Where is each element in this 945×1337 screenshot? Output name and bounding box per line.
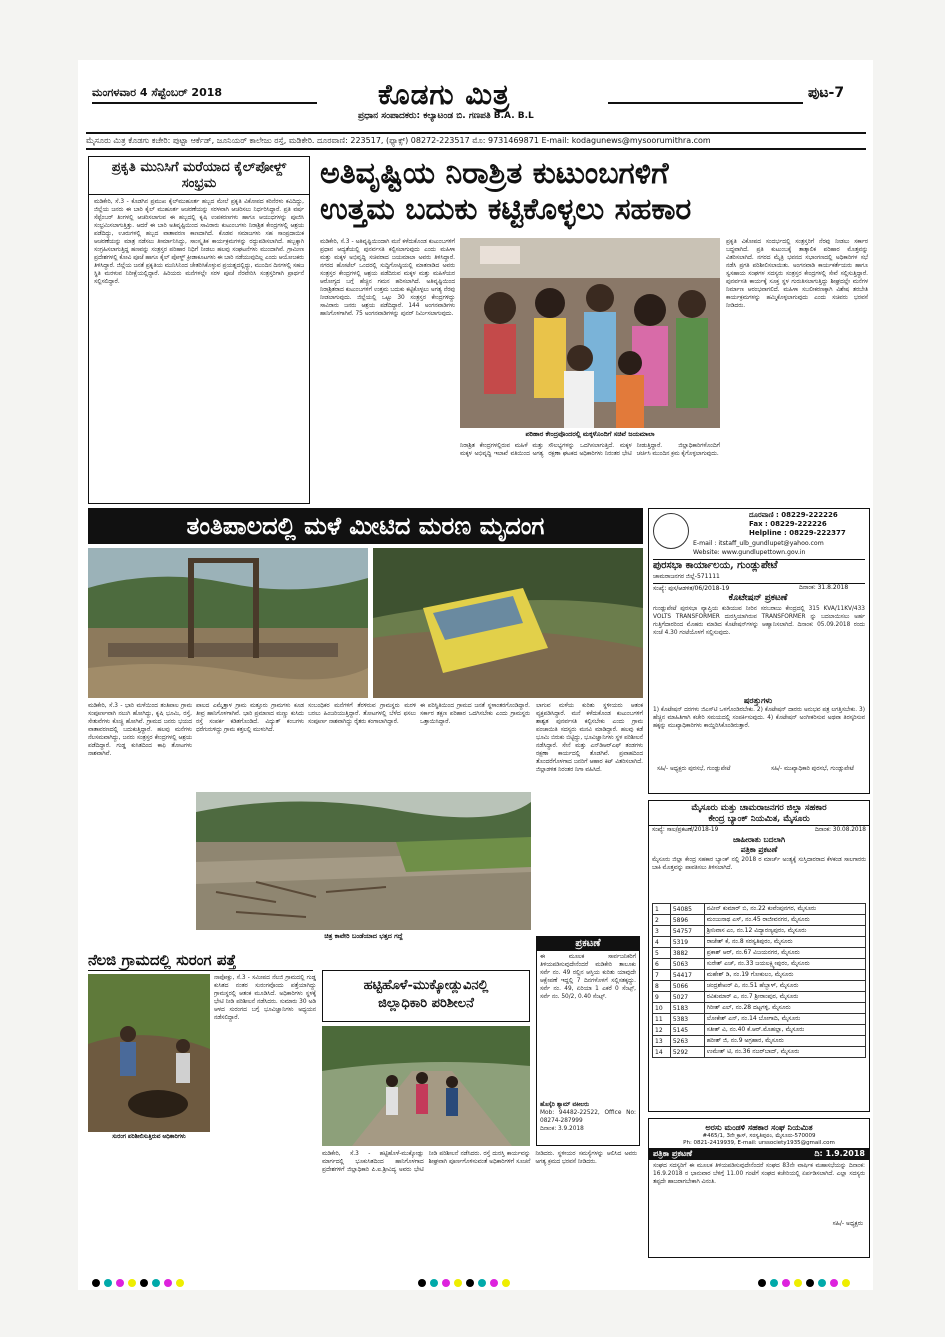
ad-panchayat-conditions-title: ಷರತ್ತುಗಳು (743, 695, 773, 705)
registration-dot (842, 1279, 850, 1287)
table-cell-no: 4 (653, 937, 671, 948)
registration-dot (818, 1279, 826, 1287)
table-cell-no: 14 (653, 1047, 671, 1058)
rain-body-col2: ಪಾಲದ ಎಮ್ಮೆತ್ತಾಳ ಗ್ರಾಮ ಮತ್ತೂರು ಗ್ರಾಮಗಳು ಕೂಡ ತೀವ್ರ ಹಾನಿಗೊಳಗಾಗಿವೆ. ಭಾರಿ ಪ್ರಮಾಣದ ಮಣ್ಣು ಕುಸಿದು ರಸ್ತೆ ಸಂಪರ್ಕ ಕಡಿತಗೊಂಡಿದೆ. ವಿದ್ಯುತ್ ಕಂಬಗಳು ಧರೆಗುರುಳಿದ್ದು ಗ್ರಾಮ ಕತ್ತಲಲ್ಲಿ ಮುಳುಗಿದೆ. (196, 703, 304, 733)
table-cell-name: ನವೀನ್ ಕುಮಾರ್ ಬಿ, ನಂ.22 ಕುವೆಂಪುನಗರ, ಮೈಸೂರು (704, 904, 865, 915)
registration-dot (116, 1279, 124, 1287)
ad-panchayat-helpline: Helpline : 08229-222377 (749, 529, 846, 537)
table-cell-no: 2 (653, 915, 671, 926)
ad-panchayat-email: E-mail : itstaff_ulb_gundlupet@yahoo.com (693, 540, 824, 547)
color-registration-center (418, 1272, 514, 1291)
ad-society-body: ಸಂಘದ ಸದಸ್ಯರಿಗೆ ಈ ಮೂಲಕ ತಿಳಿಯಪಡಿಸುವುದೇನೆಂದರೆ ಸಂಘದ 83ನೇ ವಾರ್ಷಿಕ ಮಹಾಸಭೆಯನ್ನು ದಿನಾಂಕ: 16.9.2018 ರ ಭಾನುವಾರ ಬೆಳಿಗ್ಗೆ 11.00 ಗಂಟೆಗೆ ಸಂಘದ ಕಚೇರಿಯಲ್ಲಿ ಏರ್ಪಡಿಸಲಾಗಿದೆ. ಎಲ್ಲಾ ಸದಸ್ಯರು ತಪ್ಪದೇ ಹಾಜರಾಗಬೇಕಾಗಿ ವಿನಂತಿ. (653, 1163, 865, 1185)
table-cell-acc: 5292 (670, 1047, 704, 1058)
tunnel-photo-caption: ಸುರಂಗ ಪರಿಶೀಲಿಸುತ್ತಿರುವ ಅಧಿಕಾರಿಗಳು (112, 1134, 186, 1140)
registration-dot (782, 1279, 790, 1287)
table-cell-acc: 5063 (670, 959, 704, 970)
ad-bank-title-line1: ಮೈಸೂರು ಮತ್ತು ಚಾಮರಾಜನಗರ ಜಿಲ್ಲಾ ಸಹಕಾರ (691, 803, 827, 813)
lead-headline (320, 156, 870, 228)
registration-dot (758, 1279, 766, 1287)
registration-dot (806, 1279, 814, 1287)
table-cell-no: 3 (653, 926, 671, 937)
ad-panchayat-date: ದಿನಾಂಕ: 31.8.2018 (799, 584, 849, 591)
color-registration-left (92, 1272, 188, 1291)
story-left-body: ಮಡಿಕೇರಿ, ಸೆ.3 - ಕೊಡಗಿನ ಪ್ರಮುಖ ಕೈಲ್‌ಮುಹೂರ್ತ ಹಬ್ಬದ ಮೇಲೆ ಪ್ರಕೃತಿ ವಿಕೋಪದ ಕರಿನೆರಳು ಕವಿದಿದ್ದು, ಜಿಲ್ಲೆಯ ಜನರು ಈ ಬಾರಿ ಕೈಲ್ ಮುಹೂರ್ತ ಆಚರಣೆಯನ್ನು ಸರಳವಾಗಿ ಆಚರಿಸಲು ನಿರ್ಧರಿಸಿದ್ದಾರೆ. ಪ್ರತಿ ವರ್ಷ ಸೆಪ್ಟೆಂಬರ್ ತಿಂಗಳಲ್ಲಿ ಆಚರಿಸಲಾಗುವ ಈ ಹಬ್ಬದಲ್ಲಿ ಕೃಷಿ ಉಪಕರಣಗಳು ಹಾಗೂ ಆಯುಧಗಳನ್ನು ಪೂಜಿಸಿ ಸಂಭ್ರಮಿಸಲಾಗುತ್ತಿತ್ತು. ಆದರೆ ಈ ಬಾರಿ ಅತಿವೃಷ್ಟಿಯಿಂದ ಸಾವಿರಾರು ಕುಟುಂಬಗಳು ನಿರಾಶ್ರಿತ ಕೇಂದ್ರಗಳಲ್ಲಿ ಆಶ್ರಯ ಪಡೆದಿದ್ದು, ಊರುಗಳಲ್ಲಿ ಹಬ್ಬದ ವಾತಾವರಣ ಕಾಣದಾಗಿದೆ. ಕೊಡವ ಸಮಾಜಗಳು ಸಹ ಸಾಂಪ್ರದಾಯಿಕ ಆಚರಣೆಯನ್ನು ಮಾತ್ರ ನಡೆಸಲು ತೀರ್ಮಾನಿಸಿದ್ದು, ಸಾಂಸ್ಕೃತಿಕ ಕಾರ್ಯಕ್ರಮಗಳನ್ನು ರದ್ದುಪಡಿಸಲಾಗಿದೆ. ಹಬ್ಬಕ್ಕಾಗಿ ಸಂಗ್ರಹಿಸಲಾಗುತ್ತಿದ್ದ ಹಣವನ್ನು ಸಂತ್ರಸ್ತರ ಪರಿಹಾರ ನಿಧಿಗೆ ನೀಡಲು ಹಲವು ಸಂಘಟನೆಗಳು ಮುಂದಾಗಿವೆ. ಗ್ರಾಮೀಣ ಪ್ರದೇಶಗಳಲ್ಲಿ ಕೋವಿ ಪೂಜೆ ಹಾಗೂ ಕೈಲ್ ಪೋಳ್ದ್ ಕ್ರೀಡಾಕೂಟಗಳು ಈ ಬಾರಿ ನಡೆಯುವುದಿಲ್ಲ ಎಂದು ಆಯೋಜಕರು ತಿಳಿಸಿದ್ದಾರೆ. ಜಿಲ್ಲೆಯ ಜನತೆ ಪ್ರಕೃತಿಯ ಮುನಿಸಿನಿಂದ ಚೇತರಿಸಿಕೊಳ್ಳುವ ಪ್ರಯತ್ನದಲ್ಲಿದ್ದು, ಮುಂದಿನ ದಿನಗಳಲ್ಲಿ ಸಹಜ ಸ್ಥಿತಿ ಮರಳುವ ನಿರೀಕ್ಷೆಯಲ್ಲಿದ್ದಾರೆ. ಹಿರಿಯರು ಮನೆಗಳಲ್ಲೇ ಸರಳ ಪೂಜೆ ನೆರವೇರಿಸಿ ಸಂತ್ರಸ್ತರಿಗಾಗಿ ಪ್ರಾರ್ಥನೆ ಸಲ್ಲಿಸಲಿದ್ದಾರೆ. (94, 199, 304, 285)
table-cell-no: 10 (653, 1003, 671, 1014)
lead-headline-line1: ಅತಿವೃಷ್ಟಿಯ ನಿರಾಶ್ರಿತ ಕುಟುಂಬಗಳಿಗೆ (320, 156, 669, 191)
ad-panchayat-sign-left: ಸಹಿ/- ಅಧ್ಯಕ್ಷರು ಪುರಸಭೆ, ಗುಂಡ್ಲುಪೇಟೆ (657, 766, 731, 772)
rain-body-col5: ಲಾಗುವ ಮಳೆಯ ಕುರಿತು ಸ್ಥಳೀಯರು ಆತಂಕ ವ್ಯಕ್ತಪಡಿಸಿದ್ದಾರೆ. ಮನೆ ಕಳೆದುಕೊಂಡ ಕುಟುಂಬಗಳಿಗೆ ಶಾಶ್ವತ ಪುನರ್ವಸತಿ ಕಲ್ಪಿಸಬೇಕು ಎಂದು ಗ್ರಾಮ ಪಂಚಾಯಿತಿ ಸದಸ್ಯರು ಮನವಿ ಮಾಡಿದ್ದಾರೆ. ಹಲವು ಕಡೆ ಭೂಮಿ ಬಿರುಕು ಬಿಟ್ಟಿದ್ದು, ಭೂವಿಜ್ಞಾನಿಗಳು ಸ್ಥಳ ಪರಿಶೀಲನೆ ನಡೆಸಿದ್ದಾರೆ. ಸೇನೆ ಮತ್ತು ಎನ್‌ಡಿಆರ್‌ಎಫ್ ತಂಡಗಳು ರಕ್ಷಣಾ ಕಾರ್ಯದಲ್ಲಿ ತೊಡಗಿವೆ. ಪ್ರವಾಹದಿಂದ ತೊಂದರೆಗೊಳಗಾದ ಜನರಿಗೆ ಆಹಾರ ಕಿಟ್ ವಿತರಿಸಲಾಗಿದೆ. ಜಿಲ್ಲಾಡಳಿತ ನಿರಂತರ ನಿಗಾ ವಹಿಸಿದೆ. (536, 703, 643, 773)
table-row (653, 1014, 866, 1025)
ad-society-notice-title: ಪತ್ರಿಕಾ ಪ್ರಕಟಣೆ (653, 1149, 693, 1158)
ad-bank-ref: ಸಂಖ್ಯೆ: ಸಾಲ/ಪ್ರಕಟಣೆ/2018-19 (652, 827, 719, 833)
registration-dot (418, 1279, 426, 1287)
table-row (653, 1025, 866, 1036)
table-cell-acc: 5066 (670, 981, 704, 992)
table-row (653, 970, 866, 981)
table-cell-acc: 5263 (670, 1036, 704, 1047)
table-row (653, 981, 866, 992)
table-cell-name: ಮಹೇಶ್ ಡಿ, ನಂ.19 ಗೋಕುಲಂ, ಮೈಸೂರು (704, 970, 865, 981)
ad-bank-date: ದಿನಾಂಕ: 30.08.2018 (814, 827, 866, 833)
ad-panchayat-fax: Fax : 08229-222226 (749, 520, 827, 528)
rain-photo-car (373, 548, 643, 698)
tunnel-inspection-photo (88, 974, 210, 1132)
dc-photo (322, 1026, 530, 1146)
ad-bank-body: ಮೈಸೂರು ಜಿಲ್ಲಾ ಕೇಂದ್ರ ಸಹಕಾರ ಬ್ಯಾಂಕ್ ನಲ್ಲಿ 2018 ರ ಮಾರ್ಚ್ ಅಂತ್ಯಕ್ಕೆ ಸುಸ್ತಿದಾರರಾದ ಕೆಳಕಂಡ ಸಾಲಗಾರರು ಬಾಕಿ ಮೊತ್ತವನ್ನು ಪಾವತಿಸಲು ತಿಳಿಸಲಾಗಿದೆ. (652, 857, 866, 871)
table-cell-name: ಚಂದ್ರಶೇಖರ್ ಪಿ, ನಂ.51 ಹೆಬ್ಬಾಳ್, ಮೈಸೂರು (704, 981, 865, 992)
table-cell-acc: 5896 (670, 915, 704, 926)
table-cell-acc: 5319 (670, 937, 704, 948)
table-cell-acc: 54085 (670, 904, 704, 915)
registration-dot (128, 1279, 136, 1287)
table-row (653, 1036, 866, 1047)
table-row (653, 926, 866, 937)
lead-photo-caption: ಪರಿಹಾರ ಕೇಂದ್ರವೊಂದರಲ್ಲಿ ಮಕ್ಕಳೊಂದಿಗೆ ಸಚಿವೆ ಜಯಮಾಲಾ (525, 430, 655, 438)
table-row (653, 915, 866, 926)
page-number: ಪುಟ-7 (808, 85, 845, 101)
table-cell-acc: 54417 (670, 970, 704, 981)
ad-panchayat-phone: ದೂರವಾಣಿ : 08229-222226 (749, 511, 838, 519)
registration-dot (442, 1279, 450, 1287)
color-registration-right (758, 1272, 854, 1291)
rain-photo-bridge (88, 548, 368, 698)
rain-photo-field (196, 792, 531, 930)
table-cell-name: ರಾಜೇಶ್ ಕೆ, ನಂ.8 ಸರಸ್ವತಿಪುರಂ, ಮೈಸೂರು (704, 937, 865, 948)
ad-panchayat-notice-title: ಕೊಟೇಷನ್ ಪ್ರಕಟಣೆ (728, 593, 788, 603)
table-row (653, 1003, 866, 1014)
ad-society-date: ದಿ: 1.9.2018 (814, 1149, 865, 1158)
table-cell-name: ಪ್ರಕಾಶ್ ಆರ್, ನಂ.67 ವಿಜಯನಗರ, ಮೈಸೂರು (704, 948, 865, 959)
ad-panchayat-office: ಪುರಸಭಾ ಕಾರ್ಯಾಲಯ, ಗುಂಡ್ಲುಪೇಟೆ (653, 559, 865, 571)
table-row (653, 937, 866, 948)
ad-prakatane (536, 936, 640, 1146)
tunnel-headline: ನೆಲಜಿ ಗ್ರಾಮದಲ್ಲಿ ಸುರಂಗ ಪತ್ತೆ (88, 950, 313, 971)
table-cell-name: ಹರೀಶ್ ಜಿ, ನಂ.9 ಅಗ್ರಹಾರ, ಮೈಸೂರು (704, 1036, 865, 1047)
chief-editor: ಪ್ರಧಾನ ಸಂಪಾದಕರು: ಕಲ್ಯಾಟಂಡ ಬಿ. ಗಣಪತಿ B.A. B.L (358, 111, 534, 121)
masthead-rule-left (92, 102, 317, 104)
ruined-paddy-field-photo (196, 792, 531, 930)
ad-bank-subtitle: ಜಾಹೀರಾತು ಬದಲಾಗಿ (732, 835, 786, 844)
table-row (653, 1047, 866, 1058)
registration-dot (502, 1279, 510, 1287)
table-cell-no: 1 (653, 904, 671, 915)
table-cell-acc: 5145 (670, 1025, 704, 1036)
ad-panchayat (648, 508, 870, 794)
table-cell-no: 13 (653, 1036, 671, 1047)
table-cell-no: 9 (653, 992, 671, 1003)
table-row (653, 948, 866, 959)
table-cell-acc: 5183 (670, 1003, 704, 1014)
ad-panchayat-ref: ಸಂಖ್ಯೆ: ಪುಸ/ಆಡಳಿತ/06/2018-19 (653, 583, 865, 593)
lead-body-under-photo: ನಿರಾಶ್ರಿತ ಕೇಂದ್ರಗಳಲ್ಲಿರುವ ಮಹಿಳೆ ಮತ್ತು ಮಕ್ಕಳ ಅಭಿವೃದ್ಧಿ ಇಲಾಖೆ ವತಿಯಿಂದ ಅಗತ್ಯ ಸೌಲಭ್ಯಗಳನ್ನು ಒದಗಿಸಲಾಗುತ್ತಿದೆ. ಮಕ್ಕಳ ರಕ್ಷಣಾ ಘಟಕದ ಅಧಿಕಾರಿಗಳು ನಿರಂತರ ಭೇಟಿ ನೀಡುತ್ತಿದ್ದಾರೆ. ಜಿಲ್ಲಾಧಿಕಾರಿಗಳೊಂದಿಗೆ ಚರ್ಚಿಸಿ ಮುಂದಿನ ಕ್ರಮ ಕೈಗೊಳ್ಳಲಾಗುವುದು. (460, 443, 720, 457)
table-row (653, 904, 866, 915)
registration-dot (454, 1279, 462, 1287)
table-cell-no: 12 (653, 1025, 671, 1036)
ad-prakatane-signature: ಹೊಸ್ಕೆರಿ ಶ್ಯಾಮ್ ವಕೀಲರು (540, 1102, 590, 1108)
table-cell-acc: 54757 (670, 926, 704, 937)
tunnel-body: ನಾಪೋಕ್ಲು, ಸೆ.3 - ಸಮೀಪದ ನೆಲಜಿ ಗ್ರಾಮದಲ್ಲಿ ಗುಡ್ಡ ಕುಸಿತದ ನಂತರ ಸುರಂಗವೊಂದು ಪತ್ತೆಯಾಗಿದ್ದು ಗ್ರಾಮಸ್ಥರಲ್ಲಿ ಆತಂಕ ಮೂಡಿಸಿದೆ. ಅಧಿಕಾರಿಗಳು ಸ್ಥಳಕ್ಕೆ ಭೇಟಿ ನೀಡಿ ಪರಿಶೀಲನೆ ನಡೆಸಿದರು. ಸುಮಾರು 30 ಅಡಿ ಆಳದ ಸುರಂಗದ ಬಗ್ಗೆ ಭೂವಿಜ್ಞಾನಿಗಳು ಅಧ್ಯಯನ ನಡೆಸಲಿದ್ದಾರೆ. (214, 975, 316, 1021)
registration-dot (770, 1279, 778, 1287)
emblem-icon (653, 513, 689, 549)
rain-story-headline: ತಂತಿಪಾಲದಲ್ಲಿ ಮಳೆ ಮೀಟಿದ ಮರಣ ಮೃದಂಗ (88, 508, 643, 544)
collector-visit-photo (322, 1026, 530, 1146)
ad-panchayat-district: ಚಾಮರಾಜನಗರ ಜಿಲ್ಲೆ-571111 (653, 573, 720, 580)
lead-body-col4: ಪ್ರಕೃತಿ ವಿಕೋಪದ ಸಂದರ್ಭದಲ್ಲಿ ಸಂತ್ರಸ್ತರಿಗೆ ನೆರವು ನೀಡಲು ಸರ್ಕಾರ ಬದ್ಧವಾಗಿದೆ. ಪ್ರತಿ ಕುಟುಂಬಕ್ಕೆ ತಾತ್ಕಾಲಿಕ ಪರಿಹಾರ ಮೊತ್ತವನ್ನು ವಿತರಿಸಲಾಗಿದೆ. ನಗರದ ಮೈತ್ರಿ ಭವನದ ಸಭಾಂಗಣದಲ್ಲಿ ಅಧಿಕಾರಿಗಳ ಸಭೆ ನಡೆಸಿ ಪ್ರಗತಿ ಪರಿಶೀಲಿಸಲಾಯಿತು. ಅಂಗನವಾಡಿ ಕಾರ್ಯಕರ್ತೆಯರು ಹಾಗೂ ಸ್ವಸಹಾಯ ಸಂಘಗಳ ಸದಸ್ಯರು ಸಂತ್ರಸ್ತರ ಕೇಂದ್ರಗಳಲ್ಲಿ ಸೇವೆ ಸಲ್ಲಿಸುತ್ತಿದ್ದಾರೆ. ಪುನರ್ವಸತಿ ಕಾರ್ಯಕ್ಕೆ ಸೂಕ್ತ ಸ್ಥಳ ಗುರುತಿಸಲಾಗುತ್ತಿದ್ದು ಶೀಘ್ರದಲ್ಲೇ ಮನೆಗಳ ನಿರ್ಮಾಣ ಆರಂಭವಾಗಲಿದೆ. ಮಹಿಳಾ ಸಬಲೀಕರಣಕ್ಕಾಗಿ ವಿಶೇಷ ತರಬೇತಿ ಕಾರ್ಯಕ್ರಮಗಳನ್ನು ಹಮ್ಮಿಕೊಳ್ಳಲಾಗುವುದು ಎಂದು ಸಚಿವರು ಭರವಸೆ ನೀಡಿದರು. (726, 239, 868, 309)
table-cell-no: 7 (653, 970, 671, 981)
newspaper-logo: ಕೊಡಗು ಮಿತ್ರ (378, 78, 511, 111)
ad-bank (648, 800, 870, 1112)
table-cell-name: ಮಂಜುನಾಥ ಎಸ್, ನಂ.45 ರಾಜೀವನಗರ, ಮೈಸೂರು (704, 915, 865, 926)
ad-bank-title-line2: ಕೇಂದ್ರ ಬ್ಯಾಂಕ್ ನಿಯಮಿತ, ಮೈಸೂರು (649, 814, 869, 826)
table-cell-no: 8 (653, 981, 671, 992)
rain-body-col4: ಈ ಪರಿಸ್ಥಿತಿಯಿಂದ ಗ್ರಾಮದ ಜನತೆ ಸ್ಥಳಾಂತರಗೊಂಡಿದ್ದಾರೆ. ಸರ್ಕಾರ ತಕ್ಷಣ ಪರಿಹಾರ ಒದಗಿಸಬೇಕು ಎಂದು ಗ್ರಾಮಸ್ಥರು ಒತ್ತಾಯಿಸಿದ್ದಾರೆ. (420, 703, 530, 725)
table-cell-name: ರವಿಕುಮಾರ್ ಎ, ನಂ.7 ಶ್ರೀರಾಂಪುರ, ಮೈಸೂರು (704, 992, 865, 1003)
car-in-mud-photo (373, 548, 643, 698)
registration-dot (152, 1279, 160, 1287)
registration-dot (164, 1279, 172, 1287)
ad-prakatane-title: ಪ್ರಕಟಣೆ (537, 937, 639, 951)
registration-dot (466, 1279, 474, 1287)
dc-headline-line2: ಜಿಲ್ಲಾಧಿಕಾರಿ ಪರಿಶೀಲನೆ (378, 996, 474, 1011)
dc-headline-line1: ಹಟ್ಟಿಹೊಳೆ-ಮುಕ್ಕೋಡ್ಲುವಿನಲ್ಲಿ (363, 978, 489, 993)
rain-photo-caption: ಚಿತ್ರ ಕಾವೇರಿ ಬಂಡೆಯಾದ ಭತ್ತದ ಗದ್ದೆ (324, 932, 403, 940)
registration-dot (92, 1279, 100, 1287)
lead-photo (460, 238, 720, 428)
tunnel-photo (88, 974, 210, 1132)
registration-dot (104, 1279, 112, 1287)
ad-society (648, 1118, 870, 1258)
dc-body: ಮಡಿಕೇರಿ, ಸೆ.3 - ಹಟ್ಟಿಹೊಳೆ-ಮುಕ್ಕೋಡ್ಲು ಮಾರ್ಗದಲ್ಲಿ ಭೂಕುಸಿತದಿಂದ ಹಾನಿಗೊಳಗಾದ ಪ್ರದೇಶಗಳಿಗೆ ಜಿಲ್ಲಾಧಿಕಾರಿ ಪಿ.ಐ.ಶ್ರೀವಿದ್ಯ ಅವರು ಭೇಟಿ ನೀಡಿ ಪರಿಶೀಲನೆ ನಡೆಸಿದರು. ರಸ್ತೆ ದುರಸ್ತಿ ಕಾರ್ಯವನ್ನು ಶೀಘ್ರವಾಗಿ ಪೂರ್ಣಗೊಳಿಸುವಂತೆ ಅಧಿಕಾರಿಗಳಿಗೆ ಸೂಚನೆ ನೀಡಿದರು. ಸ್ಥಳೀಯರ ಸಮಸ್ಯೆಗಳನ್ನು ಆಲಿಸಿದ ಅವರು ಅಗತ್ಯ ಕ್ರಮದ ಭರವಸೆ ನೀಡಿದರು. (322, 1151, 637, 1173)
table-cell-no: 11 (653, 1014, 671, 1025)
ad-bank-table (652, 903, 866, 1058)
rain-body-col1: ಮಡಿಕೇರಿ, ಸೆ.3 - ಭಾರಿ ಮಳೆಯಿಂದ ತಂತಿಪಾಲ ಗ್ರಾಮ ಸಂಪೂರ್ಣವಾಗಿ ನಲುಗಿ ಹೋಗಿದ್ದು, ಕೃಷಿ ಭೂಮಿ, ರಸ್ತೆ, ಸೇತುವೆಗಳು ಕೊಚ್ಚಿ ಹೋಗಿವೆ. ಗ್ರಾಮದ ಜನರು ಭಯದ ವಾತಾವರಣದಲ್ಲಿ ಬದುಕುತ್ತಿದ್ದಾರೆ. ಹಲವು ಮನೆಗಳು ನೆಲಸಮವಾಗಿದ್ದು, ಜನರು ಸಂತ್ರಸ್ತರ ಕೇಂದ್ರಗಳಲ್ಲಿ ಆಶ್ರಯ ಪಡೆದಿದ್ದಾರೆ. ಗುಡ್ಡ ಕುಸಿತದಿಂದ ಕಾಫಿ ತೋಟಗಳು ನಾಶವಾಗಿವೆ. (88, 703, 192, 757)
registration-dot (830, 1279, 838, 1287)
table-cell-no: 5 (653, 948, 671, 959)
story-left-headline: ಪ್ರಕೃತಿ ಮುನಿಸಿಗೆ ಮರೆಯಾದ ಕೈಲ್‌ಪೋಳ್ದ್ ಸಂಭ್ರಮ (89, 157, 309, 195)
table-cell-acc: 5027 (670, 992, 704, 1003)
masthead-rule-right (608, 102, 803, 104)
dc-headline-box (322, 970, 530, 1022)
table-cell-name: ಗಿರೀಶ್ ಎಲ್, ನಂ.28 ದಟ್ಟಗಳ್ಳಿ, ಮೈಸೂರು (704, 1003, 865, 1014)
ad-society-address: #465/1, 3ನೇ ಕ್ರಾಸ್, ಸರಸ್ವತಿಪುರಂ, ಮೈಸೂರು-570009 (702, 1133, 816, 1139)
table-cell-name: ಸುರೇಶ್ ಎಚ್, ನಂ.33 ಜಯಲಕ್ಷ್ಮೀಪುರಂ, ಮೈಸೂರು (704, 959, 865, 970)
table-cell-name: ಶ್ರೀನಿವಾಸ ಎಂ, ನಂ.12 ವಿದ್ಯಾರಣ್ಯಪುರಂ, ಮೈಸೂರು (704, 926, 865, 937)
registration-dot (794, 1279, 802, 1287)
table-row (653, 992, 866, 1003)
ad-society-title: ಅರಸು ಮಂಡಳಿ ಸಹಕಾರ ಸಂಘ ನಿಯಮಿತ (705, 1122, 813, 1132)
registration-dot (430, 1279, 438, 1287)
registration-dot (490, 1279, 498, 1287)
table-row (653, 959, 866, 970)
ad-prakatane-body: ಈ ಮೂಲಕ ಸಾರ್ವಜನಿಕರಿಗೆ ತಿಳಿಯಪಡಿಸುವುದೇನೆಂದರೆ ಮಡಿಕೇರಿ ತಾಲೂಕು ಸರ್ವೆ ನಂ. 49 ರಲ್ಲಿನ ಆಸ್ತಿಯ ಕುರಿತು ಯಾವುದೇ ಆಕ್ಷೇಪಣೆ ಇದ್ದಲ್ಲಿ 7 ದಿನಗಳೊಳಗೆ ಸಲ್ಲಿಸತಕ್ಕದ್ದು. ಸರ್ವೆ ನಂ. 49, ಏರಿಯಾ 1 ಎಕರೆ 0 ಸೆಂಟ್ಸ್, ಸರ್ವೆ ನಂ. 50/2, 0.40 ಸೆಂಟ್ಸ್. (540, 954, 636, 1000)
ad-society-phone: Ph: 0821-2419939, E-mail: urssociety1935@gmail.com (683, 1140, 835, 1146)
ad-bank-notice-title: ಪತ್ರಿಕಾ ಪ್ರಕಟಣೆ (740, 845, 778, 854)
table-cell-name: ಲೋಕೇಶ್ ಎನ್, ನಂ.14 ಬೋಗಾದಿ, ಮೈಸೂರು (704, 1014, 865, 1025)
contact-bar: ಮೈಸೂರು ಮಿತ್ರ ಕೊಡಗು ಕಚೇರಿ: ಪುಟ್ಟಾ ಆರ್ಕೆಡ್, ಜೂನಿಯರ್ ಕಾಲೇಜು ರಸ್ತೆ, ಮಡಿಕೇರಿ. ದೂರವಾಣಿ: 223517, (ಫ್ಯಾಕ್ಸ್) 08272-223517 ಮೊ: 9731469871 E-mail: kodagunews@mysoorumithra.com (86, 132, 866, 150)
table-cell-name: ಉಮೇಶ್ ಟಿ, ನಂ.36 ನಜರ್‌ಬಾದ್, ಮೈಸೂರು (704, 1047, 865, 1058)
table-cell-acc: 5383 (670, 1014, 704, 1025)
ad-prakatane-date: ದಿನಾಂಕ: 3.9.2018 (540, 1126, 584, 1132)
lead-headline-line2: ಉತ್ತಮ ಬದುಕು ಕಟ್ಟಿಕೊಳ್ಳಲು ಸಹಕಾರ (320, 192, 692, 227)
ad-panchayat-sign-right: ಸಹಿ/- ಮುಖ್ಯಾಧಿಕಾರಿ ಪುರಸಭೆ, ಗುಂಡ್ಲುಪೇಟೆ (771, 766, 854, 772)
registration-dot (140, 1279, 148, 1287)
rain-body-col3: ಸಂಬಂಧಿಕರ ಮನೆಗಳಿಗೆ ತೆರಳಿರುವ ಗ್ರಾಮಸ್ಥರು ಮರಳಿ ಬರಲು ಹಿಂಜರಿಯುತ್ತಿದ್ದಾರೆ. ತೋಟಗಳಲ್ಲಿ ಬೆಳೆದ ಫಸಲು ಸಂಪೂರ್ಣ ನಾಶವಾಗಿದ್ದು ರೈತರು ಕಂಗಾಲಾಗಿದ್ದಾರೆ. (308, 703, 416, 725)
ad-panchayat-website: Website: www.gundlupettown.gov.in (693, 549, 806, 556)
ad-prakatane-mobile: Mob: 94482-22522, Office No: 08274-287999 (540, 1110, 636, 1124)
ad-panchayat-notice-body: ಗುಂಡ್ಲುಪೇಟೆ ಪುರಸಭಾ ವ್ಯಾಪ್ತಿಯ ಕುಡಿಯುವ ನೀರಿನ ಸರಬರಾಜು ಕೇಂದ್ರದಲ್ಲಿ 315 KVA/11KV/433 VOLTS TRANSFORMER ದುರಸ್ತಿಯಾಗಿರುವ TRANSFORMER ನ್ನು ಬದಲಾಯಿಸಲು ಅರ್ಹ ಗುತ್ತಿಗೆದಾರರಿಂದ ಮೊಹರು ಮಾಡಿದ ಕೊಟೇಷನ್‌ಗಳನ್ನು ಆಹ್ವಾನಿಸಲಾಗಿದೆ. ದಿನಾಂಕ: 05.09.2018 ರಂದು ಸಂಜೆ 4.30 ಗಂಟೆಯೊಳಗೆ ಸಲ್ಲಿಸುವುದು. (653, 606, 865, 636)
table-cell-no: 6 (653, 959, 671, 970)
children-relief-camp-photo (460, 238, 720, 428)
ad-panchayat-conditions: 1) ಕೊಟೇಷನ್ ದರಗಳು ಜಿಎಸ್‌ಟಿ ಒಳಗೊಂಡಿರಬೇಕು. 2) ಕೊಟೇಷನ್ ದಾರರು ಅನುಭವ ಪತ್ರ ಲಗತ್ತಿಸಬೇಕು. 3) ಹೆಚ್ಚಿನ ಮಾಹಿತಿಗಾಗಿ ಕಚೇರಿ ಸಮಯದಲ್ಲಿ ಸಂಪರ್ಕಿಸುವುದು. 4) ಕೊಟೇಷನ್ ಅಂಗೀಕರಿಸುವ ಅಥವಾ ತಿರಸ್ಕರಿಸುವ ಹಕ್ಕನ್ನು ಮುಖ್ಯಾಧಿಕಾರಿಗಳು ಕಾಯ್ದಿರಿಸಿಕೊಂಡಿರುತ್ತಾರೆ. (653, 707, 865, 729)
lead-body-col1: ಮಡಿಕೇರಿ, ಸೆ.3 - ಅತಿವೃಷ್ಟಿಯಿಂದಾಗಿ ಮನೆ ಕಳೆದುಕೊಂಡ ಕುಟುಂಬಗಳಿಗೆ ಪ್ರಧಾನ ಆದ್ಯತೆಯಲ್ಲಿ ಪುನರ್ವಸತಿ ಕಲ್ಪಿಸಲಾಗುವುದು ಎಂದು ಮಹಿಳಾ ಮತ್ತು ಮಕ್ಕಳ ಅಭಿವೃದ್ಧಿ ಸಚಿವರಾದ ಜಯಮಾಲಾ ಅವರು ತಿಳಿಸಿದ್ದಾರೆ. ನಗರದ ಹೋಟೆಲ್ ಒಂದರಲ್ಲಿ ಸುದ್ದಿಗೋಷ್ಠಿಯಲ್ಲಿ ಮಾತನಾಡಿದ ಅವರು ಸಂತ್ರಸ್ತರ ಕೇಂದ್ರಗಳಲ್ಲಿ ಆಶ್ರಯ ಪಡೆದಿರುವ ಮಕ್ಕಳ ಮತ್ತು ಮಹಿಳೆಯರ ಆರೋಗ್ಯದ ಬಗ್ಗೆ ಹೆಚ್ಚಿನ ಗಮನ ಹರಿಸಲಾಗಿದೆ. ಅತಿವೃಷ್ಟಿಯಿಂದ ನಿರಾಶ್ರಿತರಾದ ಕುಟುಂಬಗಳಿಗೆ ಉತ್ತಮ ಬದುಕು ಕಟ್ಟಿಕೊಳ್ಳಲು ಅಗತ್ಯ ನೆರವು ನೀಡಲಾಗುವುದು. ಜಿಲ್ಲೆಯಲ್ಲಿ ಒಟ್ಟು 30 ಸಂತ್ರಸ್ತರ ಕೇಂದ್ರಗಳಿದ್ದು ಸಾವಿರಾರು ಜನರು ಆಶ್ರಯ ಪಡೆದಿದ್ದಾರೆ. 144 ಅಂಗನವಾಡಿಗಳು ಹಾನಿಗೊಳಗಾಗಿವೆ. 75 ಅಂಗನವಾಡಿಗಳನ್ನು ಪುನರ್ ನಿರ್ಮಿಸಲಾಗುವುದು. (320, 239, 455, 317)
washed-bridge-photo (88, 548, 368, 698)
story-left-box (88, 156, 310, 504)
registration-dot (176, 1279, 184, 1287)
registration-dot (478, 1279, 486, 1287)
newspaper-page (78, 60, 873, 1290)
ad-society-sign: ಸಹಿ/- ಅಧ್ಯಕ್ಷರು (832, 1220, 863, 1227)
table-cell-acc: 3882 (670, 948, 704, 959)
issue-date: ಮಂಗಳವಾರ 4 ಸೆಪ್ಟೆಂಬರ್ 2018 (92, 86, 223, 99)
table-cell-name: ಸತೀಶ್ ವಿ, ನಂ.40 ಕೆ.ಆರ್.ಮೊಹಲ್ಲಾ, ಮೈಸೂರು (704, 1025, 865, 1036)
